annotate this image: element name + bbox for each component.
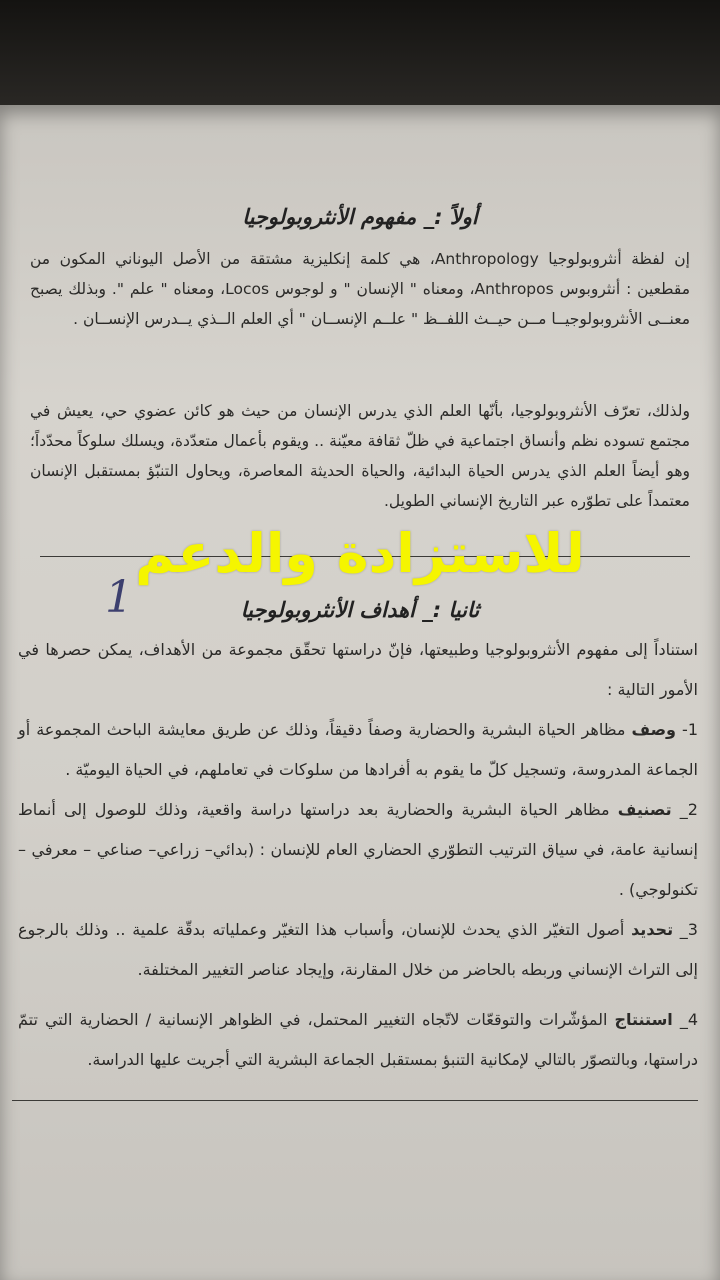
- goal-item-3: [18, 910, 698, 990]
- goal-item-4-text: المؤشّرات والتوقعّات لاتّجاه التغيير المحتمل، في الظواهر الإنسانية / الحضارية التي تتمّ دراستها، وبالتصوّر بالتالي لإمكانية التنبؤ بمستقبل الجماعة البشرية التي أجريت عليها الدراسة.: [18, 1010, 698, 1069]
- goal-item-2-head: تصنيف: [617, 800, 672, 819]
- goal-item-1: [18, 710, 698, 790]
- section-1-title: أولاً :_ مفهوم الأنثروبولوجيا: [242, 205, 478, 229]
- goal-item-2: [18, 790, 698, 910]
- goal-item-1-head: وصف: [631, 720, 676, 739]
- goal-item-4: [18, 1000, 698, 1080]
- section-1-paragraph-1: إن لفظة أنثروبولوجيا Anthropology، هي كلمة إنكليزية مشتقة من الأصل اليوناني المكون من مقطعين : أنثروبوس Anthropos، ومعناه " الإنسان " و لوجوس Locos، ومعناه " علم ". وبذلك يصبح معنــى الأنثروبولوجيــا مــن حيــث اللفــظ " علــم الإنســان " أي العلم الــذي يــدرس الإنســان .: [30, 250, 690, 328]
- section-1-paragraph-2: ولذلك، تعرّف الأنثروبولوجيا، بأنّها العلم الذي يدرس الإنسان من حيث هو كائن عضوي حي، يعيش في مجتمع تسوده نظم وأنساق اجتماعية في ظلّ ثقافة معيّنة .. ويقوم بأعمال متعدّدة، ويسلك سلوكاً محدّداً؛ وهو أيضاً العلم الذي يدرس الحياة البدائية، والحياة الحديثة المعاصرة، ويحاول التنبّؤ بمستقبل الإنسان معتمداً على تطوّره عبر التاريخ الإنساني الطويل.: [30, 402, 690, 510]
- goal-item-2-text: مظاهر الحياة البشرية والحضارية بعد دراستها دراسة واقعية، وذلك للوصول إلى أنماط إنسانية عامة، في سياق الترتيب التطوّري الحضاري العام للإنسان : (بدائي– زراعي– صناعي – معرفي – تكنولوجي) .: [18, 800, 698, 899]
- goal-item-1-number: 1-: [682, 720, 699, 739]
- goal-item-4-head: استنتاج: [614, 1010, 673, 1029]
- section-2-intro: استناداً إلى مفهوم الأنثروبولوجيا وطبيعتها، فإنّ دراستها تحقّق مجموعة من الأهداف، يمكن حصرها في الأمور التالية :: [18, 640, 698, 699]
- bottom-divider-line: [12, 1100, 698, 1101]
- goal-item-3-text: أصول التغيّر الذي يحدث للإنسان، وأسباب هذا التغيّر وعملياته بدقّة علمية .. وذلك بالرجوع إلى التراث الإنساني وربطه بالحاضر من خلال المقارنة، وإيجاد عناصر التغيير المختلفة.: [18, 920, 698, 979]
- goal-item-3-head: تحديد: [631, 920, 674, 939]
- section-2-title: ثانيا :_ أهداف الأنثروبولوجيا: [240, 598, 480, 622]
- goal-item-4-number: 4_: [679, 1010, 699, 1029]
- goal-item-1-text: مظاهر الحياة البشرية والحضارية وصفاً دقيقاً، وذلك عن طريق معايشة الباحث المجموعة أو الجماعة المدروسة، وتسجيل كلّ ما يقوم به أفرادها من سلوكات في تعاملهم، في الحياة اليوميّة .: [18, 720, 698, 779]
- watermark-banner: للاستزادة والدعم: [135, 522, 585, 585]
- goal-item-2-number: 2_: [679, 800, 698, 819]
- goal-item-3-number: 3_: [679, 920, 698, 939]
- handwritten-page-number: 1: [105, 572, 133, 623]
